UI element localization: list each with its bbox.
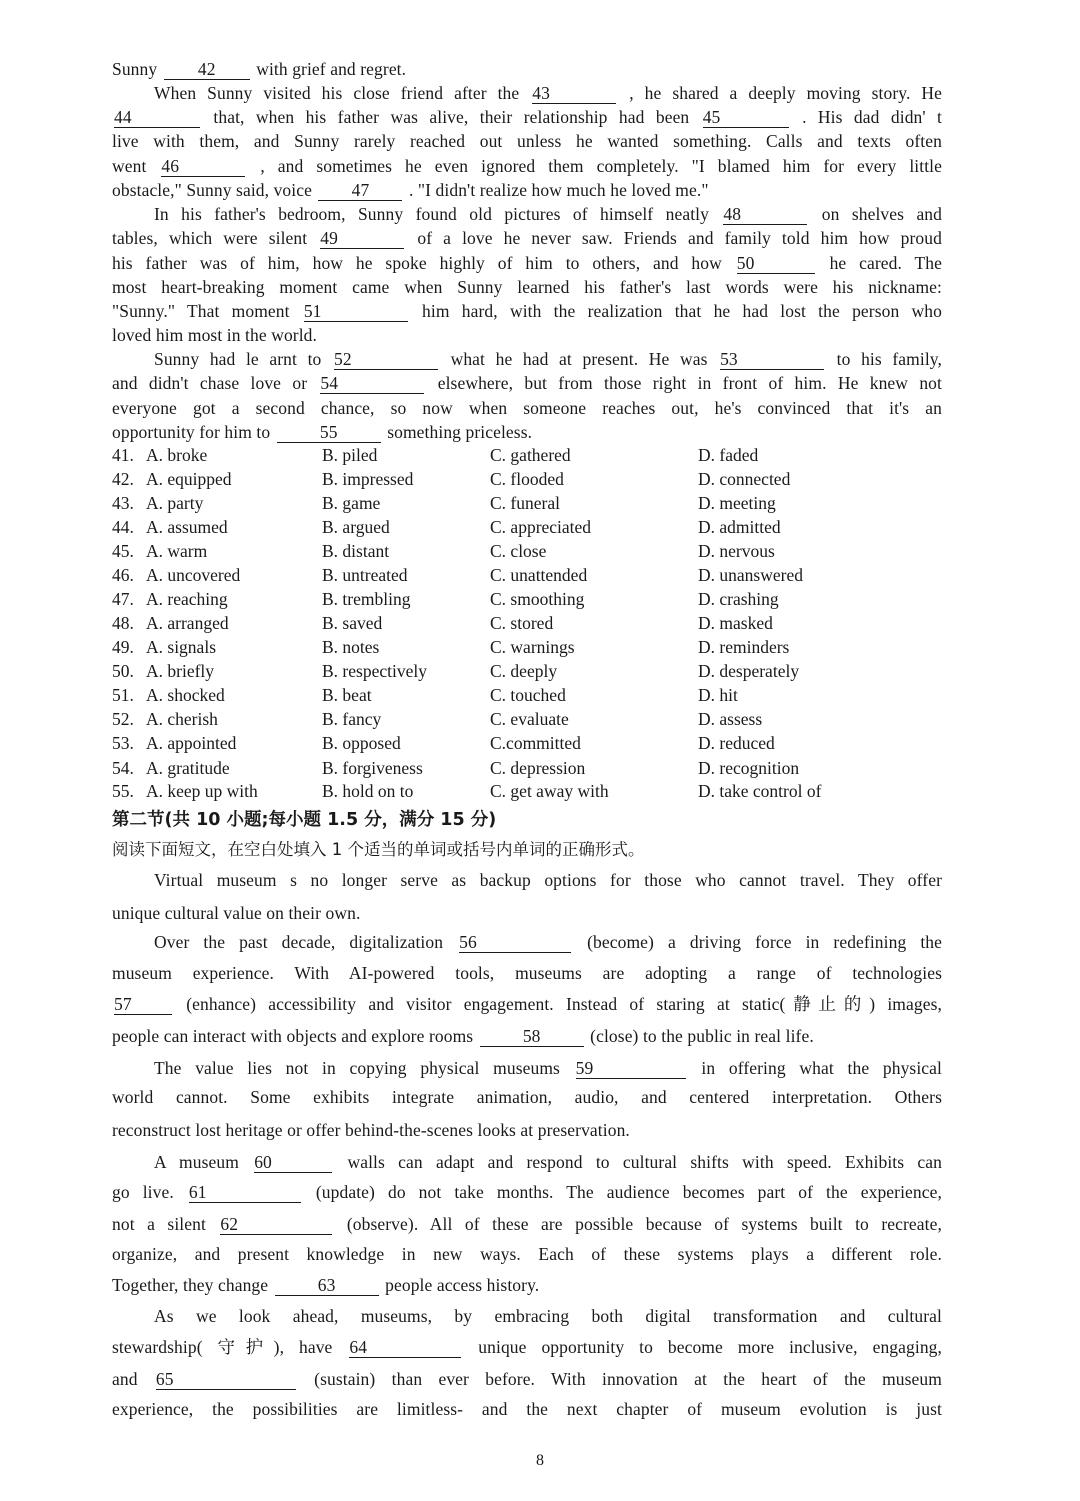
passage-line: loved him most in the world. [112,325,318,345]
option-a: A. broke [146,445,208,465]
question-number: 42. [112,469,134,489]
option-c: C. funeral [490,493,560,513]
option-c: C. gathered [490,445,571,465]
option-c: C. flooded [490,469,564,489]
fill-blank: 62 [220,1215,332,1235]
option-a: A. reaching [146,589,228,609]
passage-line: Over the past decade, digitalization 56 (become) a driving force in redefining the [154,932,942,952]
option-d: D. masked [698,613,773,633]
fill-blank: 57 [114,995,172,1015]
passage-line: everyone got a second chance, so now when someone reaches out, he's convinced that it's an [112,398,942,418]
option-d: D. nervous [698,541,775,561]
question-number: 45. [112,541,134,561]
cloze-blank: 45 [703,108,789,128]
section-heading: 第二节(共 10 小题;每小题 1.5 分，满分 15 分) [112,810,497,830]
option-a: A. warm [146,541,208,561]
passage-line: most heart-breaking moment came when Sunny learned his father's last words were his nickname: [112,277,942,297]
passage-line: opportunity for him to 55 something priceless. [112,422,533,442]
passage-line: Sunny had le arnt to 52 what he had at present. He was 53 to his family, [154,349,942,369]
passage-line: not a silent 62 (observe). All of these are possible because of systems built to recreate, [112,1214,942,1234]
fill-blank: 60 [254,1153,332,1173]
option-c: C. appreciated [490,517,592,537]
option-c: C. depression [490,758,586,778]
option-b: B. untreated [322,565,408,585]
option-c: C.committed [490,733,581,753]
passage-line: his father was of him, how he spoke highly of him to others, and how 50 he cared. The [112,253,942,273]
option-d: D. faded [698,445,759,465]
passage-line: and 65 (sustain) than ever before. With innovation at the heart of the museum [112,1369,942,1389]
option-a: A. uncovered [146,565,241,585]
option-d: D. connected [698,469,791,489]
question-number: 46. [112,565,134,585]
cloze-blank: 53 [720,350,824,370]
option-a: A. cherish [146,709,218,729]
option-a: A. party [146,493,204,513]
passage-line: went 46 , and sometimes he even ignored them completely. "I blamed him for every little [112,156,942,176]
option-c: C. smoothing [490,589,585,609]
option-d: D. take control of [698,781,822,801]
passage-line: In his father's bedroom, Sunny found old pictures of himself neatly 48 on shelves and [154,204,943,224]
option-b: B. beat [322,685,372,705]
option-c: C. stored [490,613,554,633]
option-a: A. shocked [146,685,225,705]
option-d: D. admitted [698,517,781,537]
passage-line: stewardship( 守护), have 64 unique opportunity to become more inclusive, engaging, [112,1337,942,1357]
cloze-blank: 50 [737,254,815,274]
passage-line: When Sunny visited his close friend after the 43 , he shared a deeply moving story. He [154,83,943,103]
cloze-blank: 51 [304,302,408,322]
passage-line: 44 that, when his father was alive, their relationship had been 45 . His dad didn' t [114,107,942,127]
option-d: D. hit [698,685,738,705]
option-b: B. respectively [322,661,427,681]
passage-line: world cannot. Some exhibits integrate animation, audio, and centered interpretation. Others [112,1087,942,1107]
option-d: D. meeting [698,493,776,513]
option-d: D. crashing [698,589,779,609]
passage-line: Together, they change 63 people access history. [112,1275,540,1295]
passage-line: unique cultural value on their own. [112,903,361,923]
option-a: A. equipped [146,469,232,489]
option-d: D. assess [698,709,763,729]
option-d: D. reduced [698,733,775,753]
option-b: B. trembling [322,589,411,609]
option-a: A. signals [146,637,216,657]
option-c: C. evaluate [490,709,569,729]
passage-line: museum experience. With AI-powered tools, museums are adopting a range of technologies [112,963,942,983]
option-b: B. saved [322,613,383,633]
option-c: C. unattended [490,565,588,585]
option-d: D. reminders [698,637,790,657]
passage-line: experience, the possibilities are limitless- and the next chapter of museum evolution is just [112,1399,942,1419]
passage-line: 57 (enhance) accessibility and visitor engagement. Instead of staring at static(静止的) images, [114,994,942,1014]
question-number: 47. [112,589,134,609]
fill-blank: 63 [275,1276,379,1296]
cloze-blank: 47 [318,181,402,201]
option-a: A. keep up with [146,781,258,801]
cloze-blank: 43 [532,84,616,104]
option-b: B. piled [322,445,378,465]
page-number: 8 [536,1452,544,1469]
option-b: B. argued [322,517,390,537]
option-b: B. opposed [322,733,401,753]
section-instruction: 阅读下面短文，在空白处填入 1 个适当的单词或括号内单词的正确形式。 [112,840,645,859]
option-b: B. distant [322,541,390,561]
question-number: 41. [112,445,134,465]
option-b: B. fancy [322,709,382,729]
fill-blank: 56 [459,933,571,953]
question-number: 43. [112,493,134,513]
cloze-blank: 42 [164,60,250,80]
cloze-blank: 48 [723,205,807,225]
passage-line: organize, and present knowledge in new ways. Each of these systems plays a different role. [112,1244,942,1264]
option-b: B. game [322,493,381,513]
fill-blank: 65 [156,1370,296,1390]
cloze-blank: 52 [334,350,438,370]
option-c: C. close [490,541,547,561]
fill-blank: 58 [480,1027,584,1047]
option-d: D. recognition [698,758,800,778]
fill-blank: 61 [189,1183,301,1203]
option-a: A. assumed [146,517,228,537]
passage-line: tables, which were silent 49 of a love he never saw. Friends and family told him how proud [112,228,942,248]
question-number: 50. [112,661,134,681]
cloze-blank: 46 [161,157,245,177]
fill-blank: 59 [576,1059,686,1079]
passage-line: reconstruct lost heritage or offer behind-the-scenes looks at preservation. [112,1120,630,1140]
cloze-blank: 54 [320,374,424,394]
fill-blank: 64 [349,1338,461,1358]
passage-line: live with them, and Sunny rarely reached out unless he wanted something. Calls and texts often [112,131,942,151]
question-number: 52. [112,709,134,729]
question-number: 54. [112,758,134,778]
cloze-blank: 49 [320,229,404,249]
option-b: B. hold on to [322,781,414,801]
passage-line: As we look ahead, museums, by embracing both digital transformation and cultural [154,1306,942,1326]
passage-line: and didn't chase love or 54 elsewhere, but from those right in front of him. He knew not [112,373,942,393]
option-b: B. impressed [322,469,414,489]
option-d: D. unanswered [698,565,803,585]
option-c: C. get away with [490,781,609,801]
question-number: 48. [112,613,134,633]
option-d: D. desperately [698,661,800,681]
option-a: A. arranged [146,613,229,633]
passage-line: Virtual museum s no longer serve as backup options for those who cannot travel. They offer [154,870,942,890]
option-b: B. notes [322,637,380,657]
cloze-blank: 44 [114,108,200,128]
question-number: 49. [112,637,134,657]
option-c: C. deeply [490,661,558,681]
question-number: 55. [112,781,134,801]
option-c: C. touched [490,685,566,705]
option-c: C. warnings [490,637,575,657]
question-number: 53. [112,733,134,753]
passage-line: Sunny 42 with grief and regret. [112,59,407,79]
question-number: 44. [112,517,134,537]
passage-line: obstacle," Sunny said, voice 47 . "I didn't realize how much he loved me." [112,180,709,200]
option-b: B. forgiveness [322,758,423,778]
cloze-blank: 55 [277,423,381,443]
passage-line: "Sunny." That moment 51 him hard, with the realization that he had lost the person who [112,301,942,321]
passage-line: A museum 60 walls can adapt and respond to cultural shifts with speed. Exhibits can [154,1152,942,1172]
question-number: 51. [112,685,134,705]
passage-line: The value lies not in copying physical museums 59 in offering what the physical [154,1058,943,1078]
option-a: A. gratitude [146,758,230,778]
passage-line: go live. 61 (update) do not take months. The audience becomes part of the experience, [112,1182,942,1202]
option-a: A. appointed [146,733,237,753]
passage-line: people can interact with objects and explore rooms 58 (close) to the public in real life. [112,1026,814,1046]
option-a: A. briefly [146,661,215,681]
